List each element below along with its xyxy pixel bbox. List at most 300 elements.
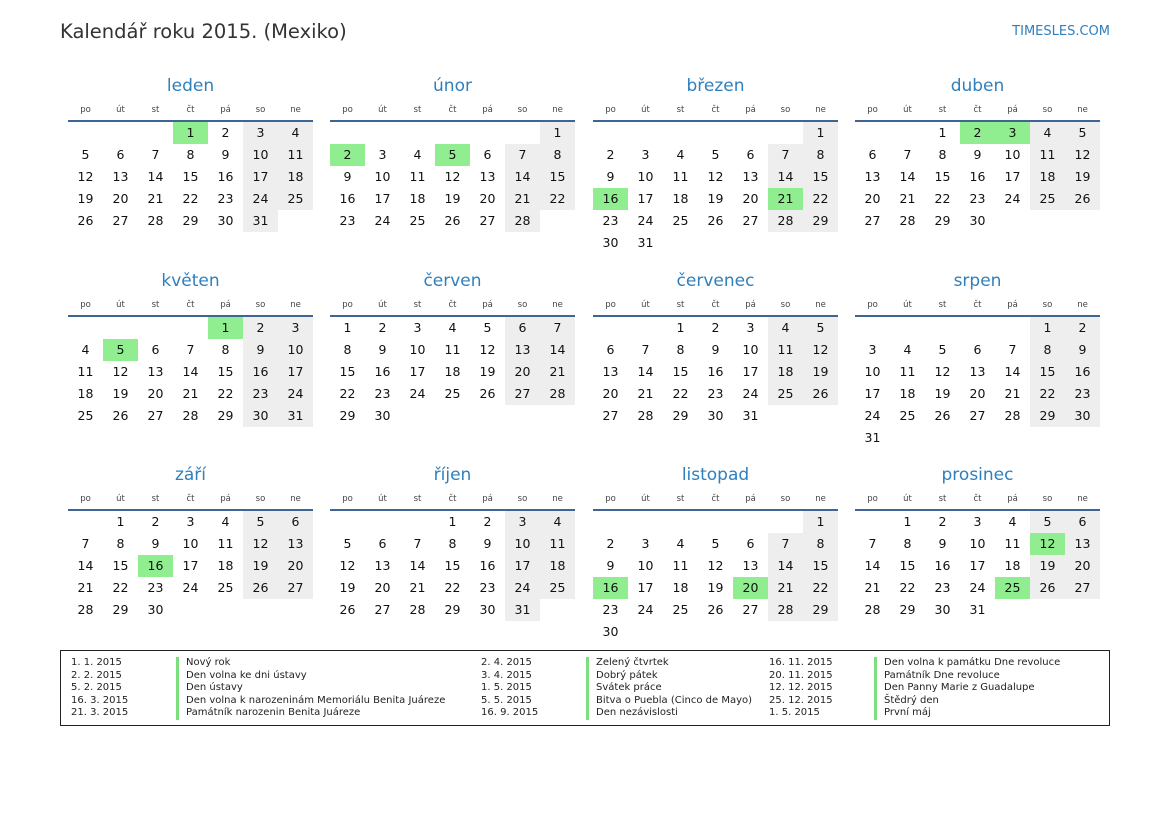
day-cell: 21	[409, 580, 426, 595]
day-cell: 9	[243, 339, 278, 361]
legend-date: 1. 5. 2015	[769, 707, 820, 719]
legend-row	[759, 657, 1099, 670]
day-cell: 20	[1065, 555, 1100, 577]
weekday-label: pá	[220, 105, 231, 115]
empty-cell	[103, 122, 138, 144]
day-cell: 2	[221, 125, 230, 140]
day-cell: 10	[742, 342, 759, 357]
weekday-label: čt	[711, 105, 720, 115]
day-cell: 21	[540, 361, 575, 383]
legend-holiday-name: Nový rok	[176, 657, 230, 670]
legend-date: 16. 11. 2015	[769, 657, 833, 668]
empty-cell	[68, 511, 103, 533]
day-cell: 20	[602, 386, 619, 401]
weekday-label: po	[605, 105, 616, 115]
day-grid	[593, 122, 838, 254]
empty-cell	[68, 122, 103, 144]
day-cell: 18	[278, 166, 313, 188]
day-cell: 25	[217, 580, 234, 595]
day-cell: 16	[934, 558, 951, 573]
legend-column	[759, 657, 1099, 720]
day-cell: 13	[602, 364, 619, 379]
day-cell: 12	[479, 342, 496, 357]
day-cell: 6	[746, 147, 755, 162]
legend-holiday-name: Den nezávislosti	[586, 707, 678, 720]
day-cell: 5	[343, 536, 352, 551]
empty-cell	[400, 511, 435, 533]
day-cell: 30	[479, 602, 496, 617]
day-cell: 24	[637, 602, 654, 617]
day-grid	[68, 317, 313, 427]
day-cell: 28	[77, 602, 94, 617]
weekday-label: út	[116, 494, 125, 504]
day-cell: 20	[969, 386, 986, 401]
weekday-label: st	[938, 105, 947, 115]
day-cell: 17	[637, 191, 654, 206]
weekday-label: ne	[552, 494, 563, 504]
day-cell: 17	[864, 386, 881, 401]
day-cell: 22	[339, 386, 356, 401]
weekday-label: so	[517, 300, 528, 310]
day-cell: 1	[343, 320, 352, 335]
weekday-label: čt	[186, 300, 195, 310]
month-name: září	[174, 465, 207, 485]
legend-date: 25. 12. 2015	[769, 694, 833, 706]
empty-cell	[855, 511, 890, 533]
day-cell: 12	[707, 558, 724, 573]
day-cell: 8	[116, 536, 125, 551]
weekday-label: pá	[220, 300, 231, 310]
day-cell: 26	[934, 408, 951, 423]
day-cell: 20	[479, 191, 496, 206]
day-cell: 2	[243, 317, 278, 339]
day-cell: 28	[768, 599, 803, 621]
empty-cell	[733, 122, 768, 144]
day-cell: 15	[112, 558, 129, 573]
day-cell: 7	[641, 342, 650, 357]
day-cell: 22	[182, 191, 199, 206]
day-cell: 10	[409, 342, 426, 357]
day-cell: 9	[938, 536, 947, 551]
empty-cell	[505, 122, 540, 144]
weekday-label: ne	[1077, 300, 1088, 310]
weekday-label: čt	[186, 494, 195, 504]
day-cell: 2	[938, 514, 947, 529]
weekday-label: so	[255, 300, 266, 310]
legend-holiday-name: Štědrý den	[874, 695, 939, 708]
month-leden	[68, 72, 313, 232]
day-cell: 24	[409, 386, 426, 401]
weekday-label: ne	[815, 494, 826, 504]
day-cell: 18	[409, 191, 426, 206]
day-cell: 27	[479, 213, 496, 228]
day-cell: 19	[77, 191, 94, 206]
empty-cell	[890, 317, 925, 339]
legend-date: 5. 5. 2015	[481, 694, 532, 706]
weekday-label: st	[938, 494, 947, 504]
day-cell: 19	[243, 555, 278, 577]
day-cell: 8	[903, 536, 912, 551]
day-cell: 26	[1065, 188, 1100, 210]
day-cell: 5	[1030, 511, 1065, 533]
day-cell: 14	[147, 169, 164, 184]
day-cell: 27	[278, 577, 313, 599]
day-cell: 23	[243, 383, 278, 405]
day-cell: 13	[374, 558, 391, 573]
day-cell: 12	[77, 169, 94, 184]
holiday-day-cell: 2	[960, 122, 995, 144]
day-cell: 3	[186, 514, 195, 529]
day-cell: 7	[413, 536, 422, 551]
day-cell: 7	[540, 317, 575, 339]
day-cell: 1	[676, 320, 685, 335]
day-cell: 19	[1065, 166, 1100, 188]
month-name: únor	[433, 76, 472, 96]
day-cell: 21	[1004, 386, 1021, 401]
day-cell: 28	[409, 602, 426, 617]
day-cell: 11	[409, 169, 426, 184]
day-cell: 19	[339, 580, 356, 595]
day-cell: 20	[742, 191, 759, 206]
day-cell: 22	[444, 580, 461, 595]
day-cell: 22	[672, 386, 689, 401]
day-cell: 9	[973, 147, 982, 162]
day-cell: 30	[1065, 405, 1100, 427]
day-cell: 31	[742, 408, 759, 423]
weekday-header	[330, 100, 575, 122]
weekday-label: út	[378, 300, 387, 310]
day-cell: 27	[374, 602, 391, 617]
legend-holiday-name: Bitva o Puebla (Cinco de Mayo)	[586, 695, 752, 708]
empty-cell	[663, 511, 698, 533]
day-cell: 24	[969, 580, 986, 595]
day-cell: 17	[374, 191, 391, 206]
holiday-day-cell: 21	[768, 188, 803, 210]
day-cell: 25	[77, 408, 94, 423]
empty-cell	[768, 122, 803, 144]
day-cell: 28	[540, 383, 575, 405]
weekday-label: út	[903, 300, 912, 310]
day-cell: 10	[637, 169, 654, 184]
day-cell: 24	[243, 188, 278, 210]
weekday-label: čt	[973, 494, 982, 504]
legend-holiday-name: Zelený čtvrtek	[586, 657, 669, 670]
weekday-label: pá	[745, 300, 756, 310]
day-cell: 16	[479, 558, 496, 573]
empty-cell	[365, 511, 400, 533]
weekday-label: ne	[290, 494, 301, 504]
empty-cell	[138, 122, 173, 144]
day-cell: 11	[77, 364, 94, 379]
holiday-day-cell: 20	[733, 577, 768, 599]
day-cell: 23	[707, 386, 724, 401]
day-cell: 2	[711, 320, 720, 335]
day-cell: 7	[1008, 342, 1017, 357]
holiday-day-cell: 16	[593, 188, 628, 210]
holiday-day-cell: 16	[138, 555, 173, 577]
day-cell: 31	[637, 235, 654, 250]
day-cell: 5	[711, 147, 720, 162]
day-cell: 6	[973, 342, 982, 357]
day-cell: 4	[676, 147, 685, 162]
day-cell: 16	[1065, 361, 1100, 383]
empty-cell	[925, 317, 960, 339]
legend-date: 16. 3. 2015	[71, 694, 129, 706]
day-cell: 14	[182, 364, 199, 379]
day-cell: 3	[868, 342, 877, 357]
day-cell: 15	[934, 169, 951, 184]
brand-link[interactable]: TIMESLES.COM	[1012, 24, 1110, 39]
day-cell: 2	[1065, 317, 1100, 339]
day-cell: 22	[803, 188, 838, 210]
day-cell: 20	[278, 555, 313, 577]
day-cell: 10	[637, 558, 654, 573]
day-cell: 9	[221, 147, 230, 162]
day-cell: 22	[803, 577, 838, 599]
day-cell: 7	[151, 147, 160, 162]
legend-date: 21. 3. 2015	[71, 707, 129, 719]
empty-cell	[173, 317, 208, 339]
weekday-header	[855, 489, 1100, 511]
day-cell: 9	[151, 536, 160, 551]
day-cell: 8	[676, 342, 685, 357]
day-cell: 13	[1065, 533, 1100, 555]
day-cell: 1	[803, 511, 838, 533]
day-cell: 18	[217, 558, 234, 573]
weekday-label: po	[867, 300, 878, 310]
weekday-label: pá	[745, 494, 756, 504]
day-cell: 29	[672, 408, 689, 423]
month-červen	[330, 267, 575, 427]
day-cell: 5	[938, 342, 947, 357]
weekday-label: so	[1042, 494, 1053, 504]
weekday-label: po	[867, 105, 878, 115]
day-cell: 17	[278, 361, 313, 383]
weekday-label: so	[1042, 300, 1053, 310]
day-cell: 7	[81, 536, 90, 551]
day-cell: 13	[969, 364, 986, 379]
day-cell: 27	[969, 408, 986, 423]
legend-date: 2. 2. 2015	[71, 669, 122, 681]
day-cell: 4	[1008, 514, 1017, 529]
day-cell: 3	[641, 147, 650, 162]
legend-row	[61, 694, 446, 708]
empty-cell	[593, 122, 628, 144]
day-cell: 18	[899, 386, 916, 401]
empty-cell	[593, 317, 628, 339]
empty-cell	[855, 317, 890, 339]
weekday-header	[855, 100, 1100, 122]
day-cell: 5	[483, 320, 492, 335]
weekday-header	[330, 489, 575, 511]
day-cell: 12	[803, 339, 838, 361]
legend-date: 5. 2. 2015	[71, 682, 122, 694]
day-cell: 4	[278, 122, 313, 144]
weekday-label: čt	[448, 494, 457, 504]
day-cell: 14	[77, 558, 94, 573]
day-cell: 7	[768, 533, 803, 555]
weekday-label: pá	[482, 494, 493, 504]
day-cell: 26	[707, 602, 724, 617]
day-cell: 3	[378, 147, 387, 162]
weekday-label: čt	[973, 300, 982, 310]
day-cell: 18	[672, 191, 689, 206]
weekday-label: ne	[815, 105, 826, 115]
day-cell: 2	[606, 536, 615, 551]
day-cell: 11	[1030, 144, 1065, 166]
day-cell: 24	[742, 386, 759, 401]
day-cell: 14	[637, 364, 654, 379]
day-cell: 19	[803, 361, 838, 383]
day-cell: 21	[505, 188, 540, 210]
day-cell: 17	[243, 166, 278, 188]
day-cell: 29	[899, 602, 916, 617]
year-calendar	[68, 72, 1102, 652]
day-cell: 15	[1030, 361, 1065, 383]
day-cell: 1	[938, 125, 947, 140]
day-cell: 20	[112, 191, 129, 206]
holiday-day-cell: 1	[208, 317, 243, 339]
day-cell: 4	[768, 317, 803, 339]
day-grid	[330, 511, 575, 621]
day-cell: 11	[899, 364, 916, 379]
day-cell: 14	[899, 169, 916, 184]
day-cell: 21	[77, 580, 94, 595]
legend-date: 3. 4. 2015	[481, 669, 532, 681]
day-cell: 6	[868, 147, 877, 162]
day-cell: 3	[973, 514, 982, 529]
day-cell: 1	[903, 514, 912, 529]
day-cell: 23	[934, 580, 951, 595]
day-cell: 29	[112, 602, 129, 617]
day-cell: 9	[343, 169, 352, 184]
day-cell: 15	[803, 555, 838, 577]
day-cell: 3	[243, 122, 278, 144]
day-cell: 9	[1065, 339, 1100, 361]
weekday-label: so	[255, 105, 266, 115]
weekday-label: po	[80, 105, 91, 115]
day-cell: 24	[374, 213, 391, 228]
legend-holiday-name: Památník Dne revoluce	[874, 670, 1000, 683]
month-name: srpen	[953, 271, 1002, 291]
day-cell: 30	[217, 213, 234, 228]
weekday-label: st	[938, 300, 947, 310]
day-cell: 6	[278, 511, 313, 533]
month-name: listopad	[681, 465, 750, 485]
empty-cell	[330, 511, 365, 533]
day-cell: 13	[112, 169, 129, 184]
weekday-label: út	[378, 494, 387, 504]
day-cell: 6	[116, 147, 125, 162]
day-cell: 6	[1065, 511, 1100, 533]
day-cell: 10	[182, 536, 199, 551]
day-cell: 8	[1030, 339, 1065, 361]
day-cell: 29	[217, 408, 234, 423]
day-cell: 27	[1065, 577, 1100, 599]
day-cell: 18	[1030, 166, 1065, 188]
day-cell: 17	[409, 364, 426, 379]
day-cell: 25	[672, 213, 689, 228]
day-grid	[330, 317, 575, 427]
day-cell: 30	[147, 602, 164, 617]
day-cell: 2	[483, 514, 492, 529]
day-cell: 27	[602, 408, 619, 423]
day-cell: 10	[969, 536, 986, 551]
day-cell: 13	[479, 169, 496, 184]
day-cell: 8	[540, 144, 575, 166]
weekday-label: pá	[482, 300, 493, 310]
empty-cell	[138, 317, 173, 339]
day-cell: 8	[448, 536, 457, 551]
empty-cell	[400, 122, 435, 144]
day-grid	[593, 511, 838, 643]
empty-cell	[435, 122, 470, 144]
day-cell: 10	[864, 364, 881, 379]
day-cell: 25	[444, 386, 461, 401]
day-cell: 7	[868, 536, 877, 551]
month-červenec	[593, 267, 838, 427]
weekday-label: pá	[220, 494, 231, 504]
day-cell: 16	[969, 169, 986, 184]
page-title: Kalendář roku 2015. (Mexiko)	[60, 20, 347, 43]
legend-holiday-name: Den volna k narozeninám Memoriálu Benita Juáreze	[176, 695, 445, 708]
day-cell: 18	[768, 361, 803, 383]
day-cell: 19	[479, 364, 496, 379]
day-cell: 22	[899, 580, 916, 595]
holiday-day-cell: 16	[593, 577, 628, 599]
weekday-label: ne	[1077, 494, 1088, 504]
day-cell: 24	[1004, 191, 1021, 206]
day-cell: 12	[934, 364, 951, 379]
empty-cell	[593, 511, 628, 533]
weekday-label: so	[780, 105, 791, 115]
day-cell: 5	[711, 536, 720, 551]
day-cell: 2	[606, 147, 615, 162]
day-cell: 25	[672, 602, 689, 617]
day-cell: 13	[864, 169, 881, 184]
day-cell: 25	[409, 213, 426, 228]
weekday-label: ne	[290, 300, 301, 310]
empty-cell	[628, 122, 663, 144]
weekday-header	[68, 295, 313, 317]
day-cell: 27	[742, 602, 759, 617]
day-cell: 23	[374, 386, 391, 401]
day-cell: 19	[934, 386, 951, 401]
day-cell: 17	[505, 555, 540, 577]
weekday-label: út	[116, 105, 125, 115]
month-duben	[855, 72, 1100, 232]
day-cell: 16	[339, 191, 356, 206]
day-cell: 28	[768, 210, 803, 232]
day-cell: 12	[243, 533, 278, 555]
weekday-label: st	[151, 105, 160, 115]
weekday-label: po	[605, 300, 616, 310]
month-prosinec	[855, 461, 1100, 621]
day-cell: 18	[77, 386, 94, 401]
weekday-label: pá	[1007, 105, 1018, 115]
legend-row	[759, 682, 1099, 695]
legend-date: 16. 9. 2015	[481, 707, 539, 719]
day-cell: 15	[339, 364, 356, 379]
weekday-label: st	[413, 494, 422, 504]
day-cell: 23	[602, 213, 619, 228]
day-cell: 26	[479, 386, 496, 401]
day-cell: 10	[505, 533, 540, 555]
day-cell: 30	[707, 408, 724, 423]
empty-cell	[890, 122, 925, 144]
day-cell: 26	[707, 213, 724, 228]
day-cell: 30	[602, 235, 619, 250]
